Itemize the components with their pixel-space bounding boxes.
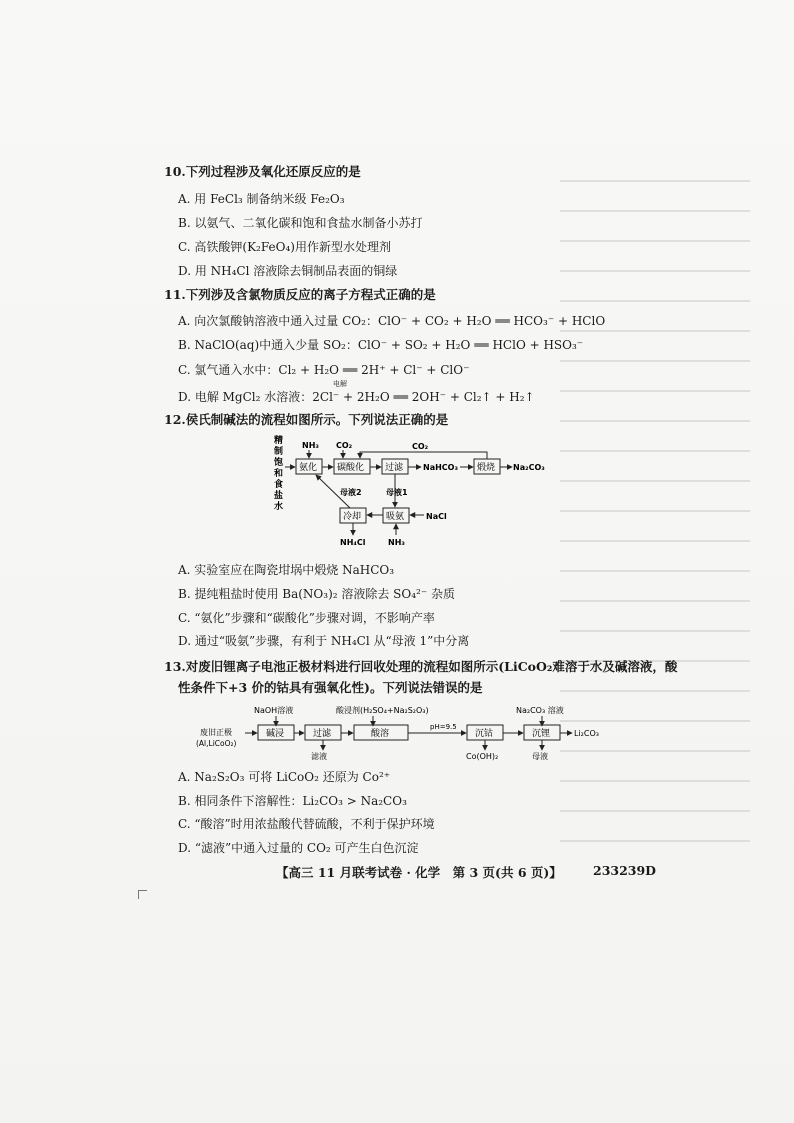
- box-calcine-label: 煅烧: [477, 463, 496, 473]
- svg-text:食: 食: [274, 480, 284, 490]
- box-filter-12-label: 过滤: [385, 463, 404, 473]
- box-filter-13-label: 过滤: [313, 729, 332, 739]
- question-13-title-line1: 13.对废旧锂离子电池正极材料进行回收处理的流程如图所示(LiCoO₂难溶于水及碱溶液，酸: [164, 659, 678, 674]
- q11-option-d: D. 电解 MgCl₂ 水溶液：2Cl⁻ + 2H₂O ══ 2OH⁻ + Cl₂↑ + H₂↑: [178, 390, 535, 404]
- q10-option-c: C. 高铁酸钾(K₂FeO₄)用作新型水处理剂: [178, 240, 391, 254]
- svg-text:制: 制: [274, 447, 284, 457]
- nh4cl-out-label: NH₄Cl: [340, 538, 366, 547]
- q13-option-a: A. Na₂S₂O₃ 可将 LiCoO₂ 还原为 Co²⁺: [178, 770, 391, 784]
- box-cool-label: 冷却: [343, 512, 362, 522]
- q12-option-b: B. 提纯粗盐时使用 Ba(NO₃)₂ 溶液除去 SO₄²⁻ 杂质: [178, 587, 456, 601]
- nahco3-label: NaHCO₃: [423, 463, 458, 472]
- box-alkali-leach-label: 碱浸: [266, 729, 285, 739]
- feed-brine-label: [273, 434, 283, 512]
- li2co3-product-label: Li₂CO₃: [574, 729, 599, 738]
- co2-recycle-line: [360, 452, 487, 459]
- na2co3-solution-label: Na₂CO₃ 溶液: [516, 706, 564, 715]
- filtrate-label: 滤液: [311, 752, 327, 761]
- naoh-label: NaOH溶液: [254, 706, 294, 715]
- page-footer: 【高三 11 月联考试卷 · 化学 第 3 页(共 6 页)】: [276, 865, 562, 880]
- mother-liquor-2-label: 母液2: [340, 488, 362, 497]
- coh2-label: Co(OH)₂: [466, 752, 499, 761]
- acid-reagent-label: 酸浸剂(H₂SO₄+Na₂S₂O₃): [336, 706, 429, 715]
- mother-liquor-1-label: 母液1: [386, 488, 408, 497]
- nh3-top-label: NH₃: [302, 441, 319, 450]
- q13-option-c: C. “酸溶”时用浓盐酸代替硫酸，不利于保护环境: [178, 817, 435, 831]
- co2-recycle-label: CO₂: [412, 442, 429, 451]
- box-carbonation-label: 碳酸化: [337, 463, 365, 473]
- co2-in-label: CO₂: [336, 441, 353, 450]
- svg-text:盐: 盐: [274, 491, 284, 501]
- nacl-in-label: NaCl: [426, 512, 447, 521]
- box-acid-dissolve-label: 酸溶: [371, 729, 390, 739]
- electrolysis-condition-label: 电解: [333, 380, 347, 388]
- q10-option-d: D. 用 NH₄Cl 溶液除去铜制品表面的铜绿: [178, 264, 398, 278]
- box-absorb-nh3-label: 吸氨: [386, 512, 405, 522]
- q12-option-a: A. 实验室应在陶瓷坩埚中煅烧 NaHCO₃: [178, 563, 395, 577]
- feed-q13-line1: 废旧正极: [200, 728, 232, 737]
- box-li-precip-label: 沉锂: [532, 729, 551, 739]
- box-co-precip-label: 沉钴: [475, 729, 494, 739]
- box-ammoniation-label: 氨化: [299, 463, 318, 473]
- q12-option-c: C. “氨化”步骤和“碳酸化”步骤对调，不影响产率: [178, 611, 435, 625]
- svg-text:精: 精: [274, 436, 284, 446]
- q11-option-c: C. 氯气通入水中：Cl₂ + H₂O ══ 2H⁺ + Cl⁻ + ClO⁻: [178, 363, 470, 377]
- question-13-title-line2: 性条件下+3 价的钴具有强氧化性)。下列说法错误的是: [178, 680, 483, 695]
- question-12-title: 12.侯氏制碱法的流程如图所示。下列说法正确的是: [164, 412, 449, 427]
- nh3-bottom-label: NH₃: [388, 538, 405, 547]
- q13-option-b: B. 相同条件下溶解性：Li₂CO₃ > Na₂CO₃: [178, 794, 407, 808]
- q12-option-d: D. 通过“吸氨”步骤，有利于 NH₄Cl 从“母液 1”中分离: [178, 634, 470, 648]
- exam-code: 233239D: [593, 863, 657, 878]
- q11-option-a: A. 向次氯酸钠溶液中通入过量 CO₂：ClO⁻ + CO₂ + H₂O ══ HCO₃⁻ + HClO: [178, 314, 606, 328]
- q13-option-d: D. “滤液”中通入过量的 CO₂ 可产生白色沉淀: [178, 841, 419, 855]
- crop-mark: [138, 890, 147, 899]
- svg-text:水: 水: [274, 502, 284, 512]
- svg-text:饱: 饱: [274, 458, 284, 468]
- svg-text:和: 和: [274, 469, 284, 479]
- q11-option-b: B. NaClO(aq)中通入少量 SO₂：ClO⁻ + SO₂ + H₂O ══ HClO + HSO₃⁻: [178, 338, 584, 352]
- question-10-title: 10.下列过程涉及氧化还原反应的是: [164, 164, 361, 179]
- question-11-title: 11.下列涉及含氯物质反应的离子方程式正确的是: [164, 287, 436, 302]
- ph-label: pH=9.5: [430, 723, 457, 731]
- na2co3-label: Na₂CO₃: [513, 463, 545, 472]
- q10-option-a: A. 用 FeCl₃ 制备纳米级 Fe₂O₃: [178, 192, 345, 206]
- mother-liquor-13-label: 母液: [532, 752, 548, 761]
- feed-q13-line2: (Al,LiCoO₂): [196, 739, 237, 748]
- q10-option-b: B. 以氨气、二氧化碳和饱和食盐水制备小苏打: [178, 216, 423, 230]
